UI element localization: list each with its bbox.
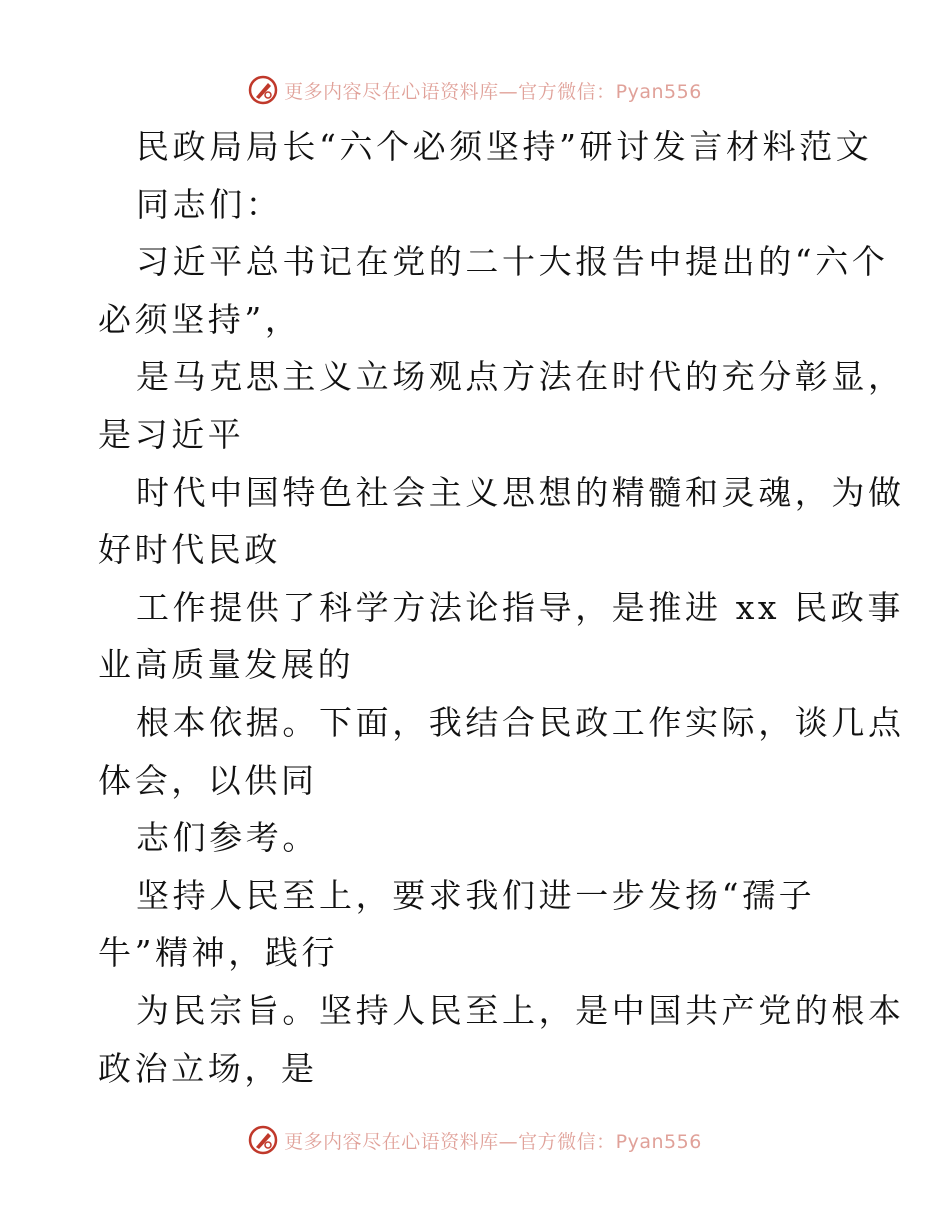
- text-line: 为民宗旨。坚持人民至上，是中国共产党的根本: [136, 990, 905, 1030]
- document-body: [98, 118, 905, 1097]
- pen-logo-icon: [248, 75, 278, 105]
- text-line: 同志们：: [136, 184, 283, 224]
- text-line: 牛”精神，践行: [98, 933, 339, 973]
- header-watermark: [0, 72, 950, 108]
- text-line: 政治立场，是: [98, 1048, 318, 1088]
- document-title: 民政局局长“六个必须坚持”研讨发言材料范文: [136, 127, 873, 166]
- footer-watermark: [0, 1122, 950, 1158]
- text-line: 是马克思主义立场观点方法在时代的充分彰显，: [136, 357, 905, 397]
- text-line: 志们参考。: [136, 818, 319, 858]
- text-line: 是习近平: [98, 414, 245, 454]
- text-line: 业高质量发展的: [98, 645, 355, 685]
- text-line: 好时代民政: [98, 530, 281, 570]
- text-line: 习近平总书记在党的二十大报告中提出的“六个: [136, 242, 889, 282]
- text-line: 必须坚持”，: [98, 299, 302, 339]
- text-line: 体会，以供同: [98, 760, 318, 800]
- header-watermark-text: 更多内容尽在心语资料库—官方微信：Pyan556: [284, 80, 702, 103]
- text-line: 时代中国特色社会主义思想的精髓和灵魂，为做: [136, 472, 905, 512]
- text-line: 根本依据。下面，我结合民政工作实际，谈几点: [136, 702, 905, 742]
- text-line: 坚持人民至上，要求我们进一步发扬“孺子: [136, 875, 816, 915]
- text-line: 工作提供了科学方法论指导，是推进 xx 民政事: [136, 587, 905, 627]
- pen-logo-icon: [248, 1125, 278, 1155]
- footer-watermark-text: 更多内容尽在心语资料库—官方微信：Pyan556: [284, 1130, 702, 1153]
